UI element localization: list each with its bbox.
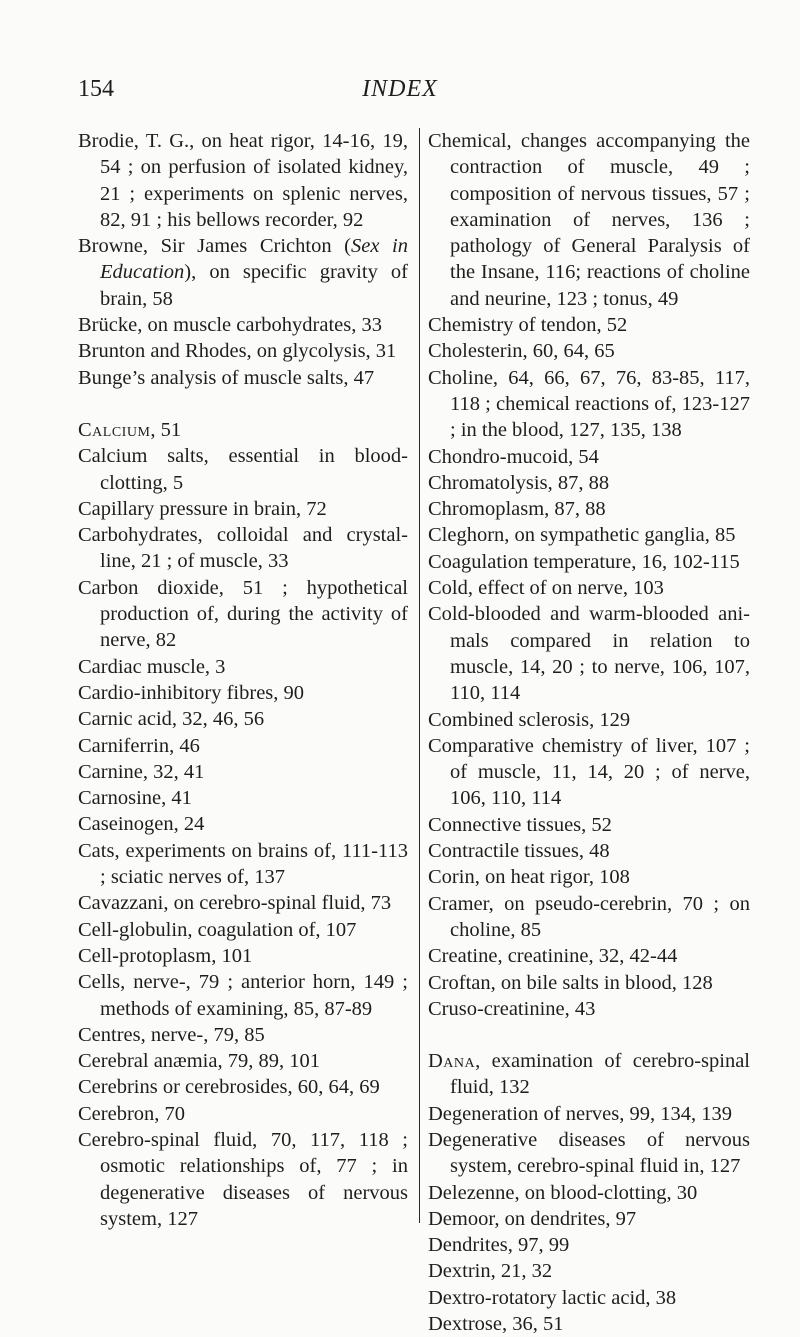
entry-text: ), on specific gravity of brain, 58 — [100, 261, 408, 310]
index-entry: Carbohydrates, colloidal and crystalline, 21 ; of muscle, 33 — [78, 524, 408, 573]
index-entry: Demoor, on dendrites, 97 — [428, 1207, 637, 1230]
index-entry: Degeneration of nerves, 99, 134, 139 — [428, 1102, 732, 1125]
entry-text: , examination of cerebro-spinal fluid, 132 — [450, 1050, 750, 1099]
page-number: 154 — [78, 76, 114, 102]
index-entry — [428, 1048, 750, 1101]
index-columns — [78, 128, 750, 1336]
index-entry: Cell-protoplasm, 101 — [78, 944, 253, 967]
index-entry: Cleghorn, on sympathetic ganglia, 85 — [428, 524, 736, 547]
index-entry: Combined sclerosis, 129 — [428, 708, 631, 731]
index-entry — [78, 233, 408, 312]
index-entry: Dextrose, 36, 51 — [428, 1313, 564, 1336]
index-column-right — [428, 128, 750, 1337]
index-entry — [78, 417, 408, 443]
index-entry: Cardiac muscle, 3 — [78, 655, 226, 678]
index-entry: Centres, nerve-, 79, 85 — [78, 1023, 265, 1046]
index-entry: Choline, 64, 66, 67, 76, 83-85, 117, 118 ; chemical reactions of, 123-127 ; in the blood, 127, 135, 138 — [428, 366, 750, 442]
index-entry: Cerebral anæmia, 79, 89, 101 — [78, 1050, 320, 1073]
index-entry: Degenerative diseases of nervous system, cerebro-spinal fluid in, 127 — [428, 1128, 750, 1178]
index-entry: Chemistry of tendon, 52 — [428, 314, 628, 337]
index-entry: Carbon dioxide, 51 ; hypothetical production of, during the activity of nerve, 82 — [78, 576, 408, 652]
section-gap — [78, 391, 408, 417]
entry-text: Browne, Sir James Crichton ( — [78, 235, 351, 258]
index-entry: Cats, experiments on brains of, 111-113 ; sciatic nerves of, 137 — [78, 839, 408, 889]
section-gap — [428, 1022, 750, 1048]
index-entry: Cholesterin, 60, 64, 65 — [428, 340, 615, 363]
index-entry: Creatine, creatinine, 32, 42-44 — [428, 945, 678, 968]
index-entry: Cardio-inhibitory fibres, 90 — [78, 681, 305, 704]
index-entry: Chromoplasm, 87, 88 — [428, 498, 606, 521]
index-entry: Cold-blooded and warm-blooded animals compared in relation to muscle, 14, 20 ; to nerve, 106, 107, 110, 114 — [428, 603, 750, 705]
index-entry: Brodie, T. G., on heat rigor, 14-16, 19, 54 ; on perfusion of isolated kidney, 21 ; experiments on splenic nerves, 82, 91 ; his bellows recorder, 92 — [78, 130, 408, 231]
index-entry: Carniferrin, 46 — [78, 734, 200, 757]
index-entry: Contractile tissues, 48 — [428, 840, 610, 863]
index-entry: Carnine, 32, 41 — [78, 760, 205, 783]
index-entry: Chromatolysis, 87, 88 — [428, 471, 610, 494]
index-entry: Brücke, on muscle carbohydrates, 33 — [78, 314, 382, 337]
index-entry: Cramer, on pseudo-cerebrin, 70 ; on choline, 85 — [428, 892, 750, 941]
entry-italic-title: Sex in Education — [100, 235, 408, 284]
index-entry: Dextrin, 21, 32 — [428, 1260, 553, 1283]
index-entry: Connective tissues, 52 — [428, 813, 612, 836]
index-entry: Cruso-creatinine, 43 — [428, 997, 596, 1020]
entry-text: , 51 — [150, 418, 182, 441]
index-entry: Carnic acid, 32, 46, 56 — [78, 708, 265, 731]
index-entry: Cavazzani, on cerebro-spinal fluid, 73 — [78, 892, 392, 915]
section-letter-entry: Calcium — [78, 418, 151, 441]
index-entry: Chemical, changes accompanying the contraction of muscle, 49 ; composition of nervous tissues, 57 ; examination of nerves, 136 ; pathology of General Paralysis of the Insane, 116; reactions of choline and neurine, 123 ; tonus, 49 — [428, 130, 750, 310]
index-entry: Carnosine, 41 — [78, 787, 192, 810]
index-entry: Delezenne, on blood-clotting, 30 — [428, 1181, 698, 1204]
index-entry: Dendrites, 97, 99 — [428, 1234, 570, 1257]
index-entry: Dextro-rotatory lactic acid, 38 — [428, 1286, 677, 1309]
index-entry: Cerebro-spinal fluid, 70, 117, 118 ; osmotic relationships of, 77 ; in degenerative diseases of nervous system, 127 — [78, 1128, 408, 1230]
index-entry: Comparative chemistry of liver, 107 ; of muscle, 11, 14, 20 ; of nerve, 106, 110, 114 — [428, 734, 750, 810]
index-entry: Corin, on heat rigor, 108 — [428, 866, 630, 889]
column-divider — [419, 128, 420, 1223]
index-entry: Cerebron, 70 — [78, 1102, 186, 1125]
page-header — [0, 76, 800, 110]
index-entry: Bunge’s analysis of muscle salts, 47 — [78, 366, 375, 389]
index-entry: Brunton and Rhodes, on glycolysis, 31 — [78, 340, 397, 363]
index-entry: Croftan, on bile salts in blood, 128 — [428, 971, 713, 994]
index-entry: Cold, effect of on nerve, 103 — [428, 577, 664, 600]
index-entry: Chondro-mucoid, 54 — [428, 445, 599, 468]
index-entry: Cells, nerve-, 79 ; anterior horn, 149 ; methods of examining, 85, 87-89 — [78, 971, 408, 1020]
index-entry: Calcium salts, essential in blood-clotting, 5 — [78, 445, 408, 494]
index-entry: Capillary pressure in brain, 72 — [78, 497, 327, 520]
running-head: INDEX — [362, 76, 438, 102]
section-letter-entry: Dana — [428, 1050, 476, 1073]
index-entry: Coagulation temperature, 16, 102-115 — [428, 550, 740, 573]
index-entry: Cerebrins or cerebrosides, 60, 64, 69 — [78, 1076, 380, 1099]
index-entry: Cell-globulin, coagulation of, 107 — [78, 918, 357, 941]
index-column-left — [78, 128, 408, 1232]
index-entry: Caseinogen, 24 — [78, 813, 205, 836]
